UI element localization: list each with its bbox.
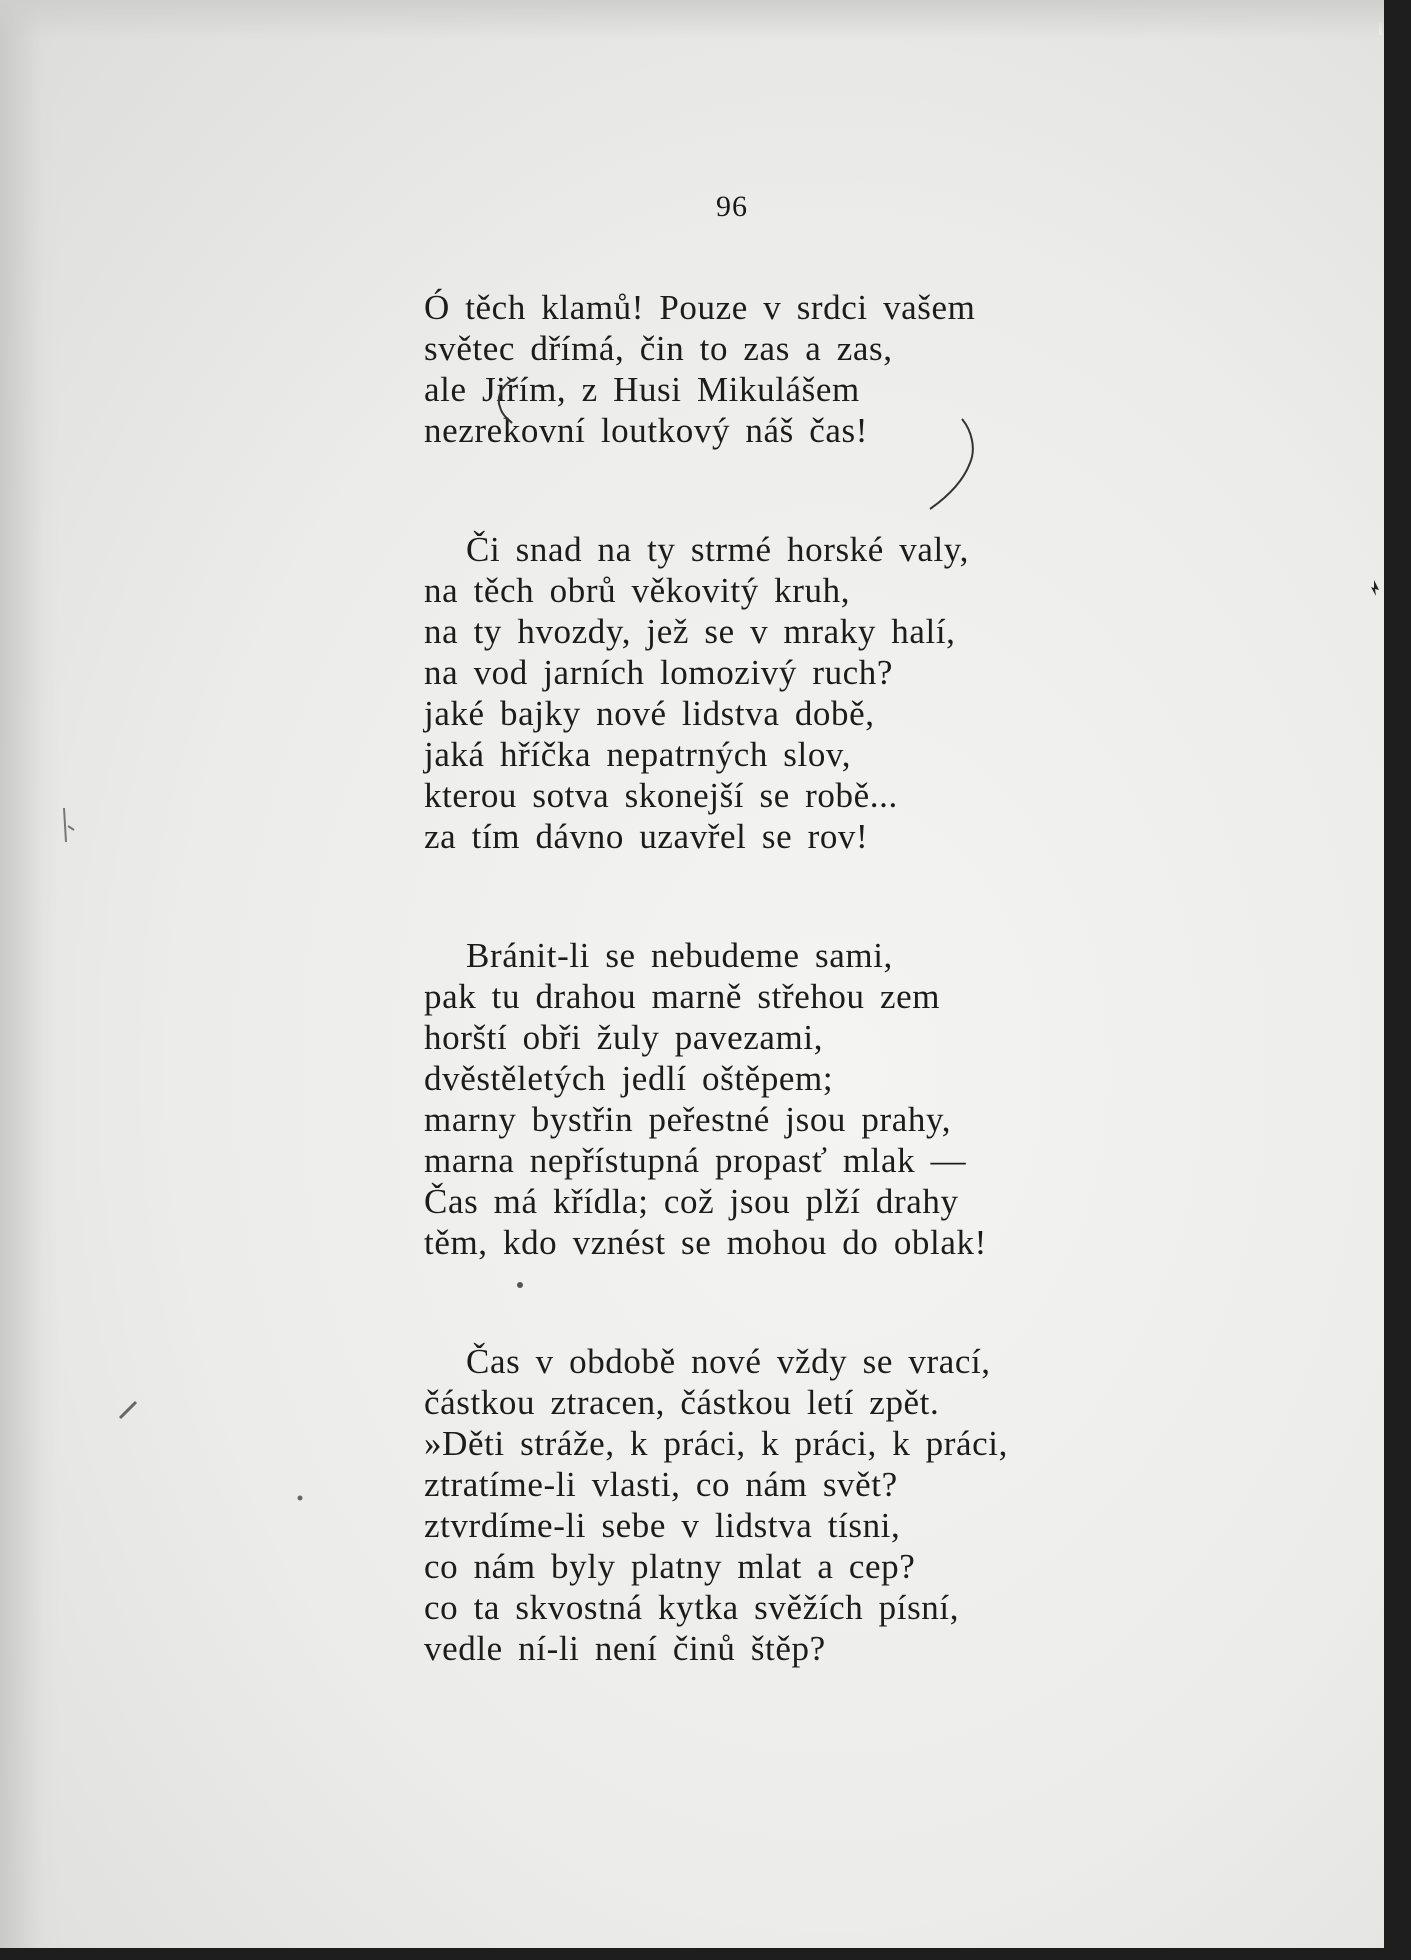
poem-line: ztratíme-li vlasti, co nám svět? bbox=[424, 1465, 898, 1504]
stanza-4 bbox=[424, 1341, 1008, 1669]
poem-line: marny bystřin peřestné jsou prahy, bbox=[424, 1100, 952, 1139]
poem-line: Bránit-li se nebudeme sami, bbox=[466, 936, 893, 975]
poem-line: dvěstěletých jedlí oštěpem; bbox=[424, 1059, 834, 1098]
poem-line: Či snad na ty strmé horské valy, bbox=[466, 530, 969, 569]
speck-mark bbox=[60, 806, 84, 846]
poem-line: co ta skvostná kytka svěžích písní, bbox=[424, 1588, 960, 1627]
poem-line: horští obři žuly pavezami, bbox=[424, 1018, 824, 1057]
stanza-3 bbox=[424, 935, 1008, 1263]
poem-line: částkou ztracen, částkou letí zpět. bbox=[424, 1383, 940, 1422]
poem-line: vedle ní-li není činů štěp? bbox=[424, 1629, 826, 1668]
poem-line: na ty hvozdy, jež se v mraky halí, bbox=[424, 612, 956, 651]
poem-line: na těch obrů věkovitý kruh, bbox=[424, 571, 851, 610]
poem-line: Ó těch klamů! Pouze v srdci vašem bbox=[424, 288, 976, 327]
poem-line: světec dřímá, čin to zas a zas, bbox=[424, 329, 893, 368]
poem-line: Čas má křídla; což jsou plží drahy bbox=[424, 1182, 959, 1221]
poem-line: ale Jiřím, z Husi Mikulášem bbox=[424, 370, 860, 409]
scan-border-right bbox=[1384, 0, 1411, 1960]
poem-line: ztvrdíme-li sebe v lidstva tísni, bbox=[424, 1506, 901, 1545]
poem-line: na vod jarních lomozivý ruch? bbox=[424, 653, 894, 692]
speck-mark bbox=[1367, 578, 1381, 598]
speck-mark bbox=[296, 1494, 304, 1502]
poem-line: pak tu drahou marně střehou zem bbox=[424, 977, 941, 1016]
poem-line: Čas v obdobě nové vždy se vrací, bbox=[466, 1342, 991, 1381]
poem-line: nezrekovní loutkový náš čas! bbox=[424, 411, 868, 450]
poem-line: jaká hříčka nepatrných slov, bbox=[424, 735, 852, 774]
poem-line: jaké bajky nové lidstva době, bbox=[424, 694, 875, 733]
stanza-1 bbox=[424, 287, 1008, 451]
poem bbox=[424, 287, 1008, 1669]
poem-line: těm, kdo vznést se mohou do oblak! bbox=[424, 1223, 987, 1262]
poem-line: »Děti stráže, k práci, k práci, k práci, bbox=[424, 1424, 1008, 1463]
scan-border-bottom bbox=[0, 1948, 1411, 1960]
poem-line: co nám byly platny mlat a cep? bbox=[424, 1547, 916, 1586]
poem-line: za tím dávno uzavřel se rov! bbox=[424, 817, 869, 856]
speck-mark bbox=[118, 1398, 140, 1420]
page-number: 96 bbox=[716, 190, 748, 223]
stanza-2 bbox=[424, 529, 1008, 857]
poem-line: marna nepřístupná propasť mlak — bbox=[424, 1141, 967, 1180]
poem-line: kterou sotva skonejší se robě... bbox=[424, 776, 898, 815]
